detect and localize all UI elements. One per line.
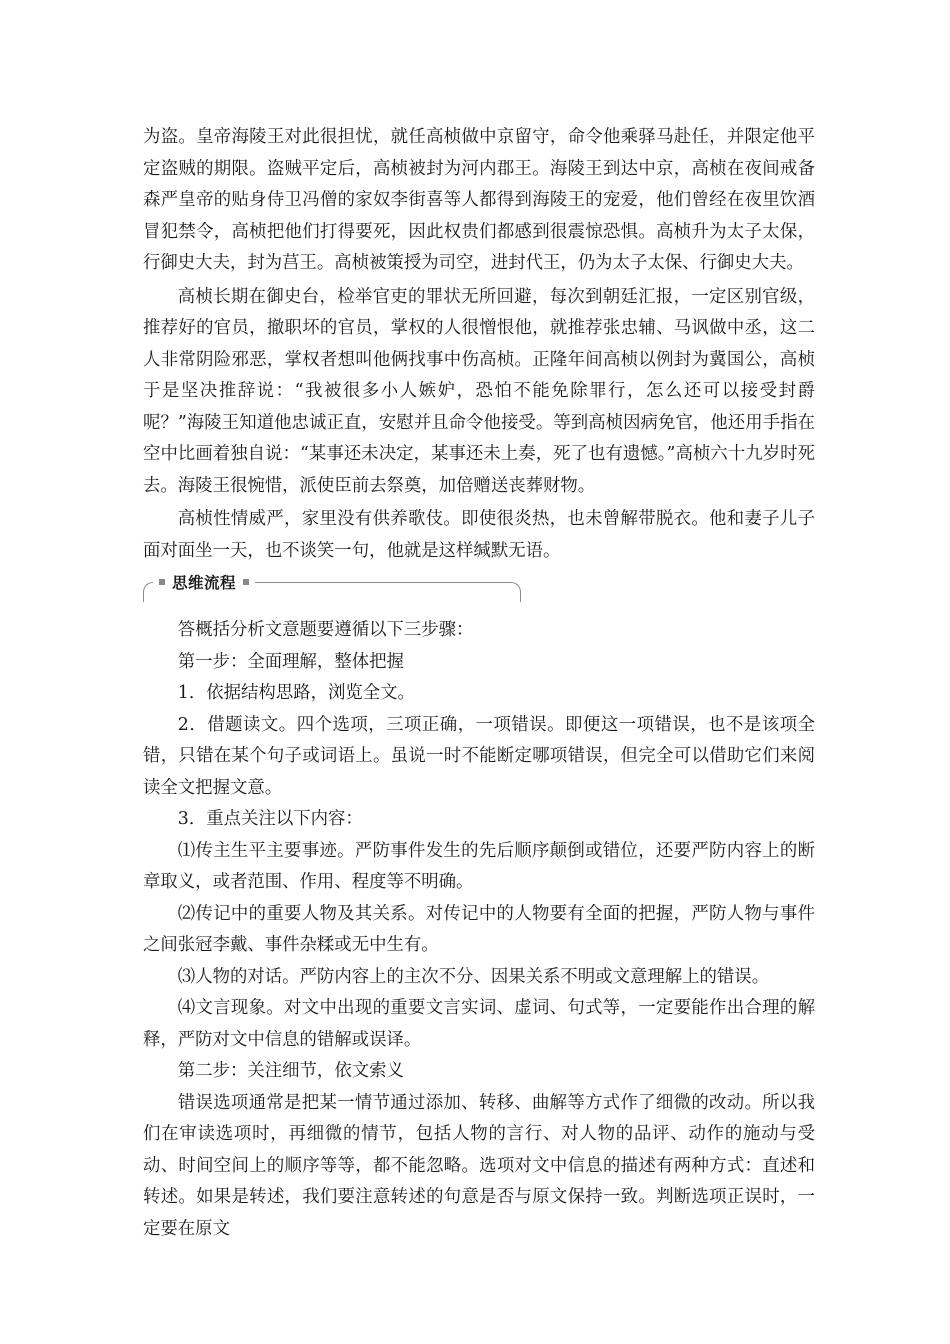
step1-item-3: 3．重点关注以下内容： (177, 809, 363, 829)
section-header-thinking-flow (143, 573, 815, 613)
paragraph-continuation: 为盗。皇帝海陵王对此很担忧，就任高桢做中京留守，命令他乘驿马赴任，并限定他平定盗贼的期限。盗贼平定后，高桢被封为河内郡王。海陵王到达中京，高桢在夜间戒备森严皇帝的贴身侍卫冯僧的家奴李街喜等人都得到海陵王的宠爱，他们曾经在夜里饮酒冒犯禁令，高桢把他们打得要死，因此权贵们都感到很震惊恐惧。高桢升为太子太保，行御史大夫，封为莒王。高桢被策授为司空，进封代王，仍为太子太保、行御史大夫。 (143, 127, 815, 273)
step2-body: 错误选项通常是把某一情节通过添加、转移、曲解等方式作了细微的改动。所以我们在审读选项时，再细微的情节，包括人物的言行、对人物的品评、动作的施动与受动、时间空间上的顺序等等，都不能忽略。选项对文中信息的描述有两种方式：直述和转述。如果是转述，我们要注意转述的句意是否与原文保持一致。判断选项正误时，一定要在原文 (143, 1092, 815, 1239)
step1-sub-1: ⑴传主生平主要事迹。严防事件发生的先后顺序颠倒或错位，还要严防内容上的断章取义，或者范围、作用、程度等不明确。 (143, 840, 815, 892)
square-bullet-icon (159, 579, 165, 585)
step1-item-1: 1．依据结构思路，浏览全文。 (177, 683, 415, 703)
step1-item-2: 2．借题读文。四个选项，三项正确，一项错误。即便这一项错误，也不是该项全错，只错在某个句子或词语上。虽说一时不能断定哪项错误，但完全可以借助它们来阅读全文把握文意。 (143, 714, 815, 798)
step1-sub-4: ⑷文言现象。对文中出现的重要文言实词、虚词、句式等，一定要能作出合理的解释，严防对文中信息的错解或误译。 (143, 998, 815, 1050)
steps-intro: 答概括分析文意题要遵循以下三步骤： (177, 620, 474, 640)
step1-sub-2: ⑵传记中的重要人物及其关系。对传记中的人物要有全面的把握，严防人物与事件之间张冠李戴、事件杂糅或无中生有。 (143, 903, 815, 955)
step1-title: 第一步：全面理解，整体把握 (177, 651, 404, 672)
paragraph-gaozhen-character: 高桢性情威严，家里没有供养歌伎。即使很炎热，也未曾解带脱衣。他和妻子儿子面对面坐一天，也不谈笑一句，他就是这样缄默无语。 (143, 509, 815, 561)
step1-sub-3: ⑶人物的对话。严防内容上的主次不分、因果关系不明或文意理解上的错误。 (177, 966, 770, 987)
section-title: 思维流程 (172, 574, 237, 592)
paragraph-gaozhen-censorate: 高桢长期在御史台，检举官吏的罪状无所回避，每次到朝廷汇报，一定区别官级，推荐好的官员，撤职坏的官员，掌权的人很憎恨他，就推荐张忠辅、马讽做中丞，这二人非常阴险邪恶，掌权者想叫他俩找事中伤高桢。正隆年间高桢以例封为冀国公，高桢于是坚决推辞说：“我被很多小人嫉妒，恐怕不能免除罪行，怎么还可以接受封爵呢？”海陵王知道他忠诚正直，安慰并且命令他接受。等到高桢因病免官，他还用手指在空中比画着独自说：“某事还未决定，某事还未上奏，死了也有遗憾。”高桢六十九岁时死去。海陵王很惋惜，派使臣前去祭奠，加倍赠送丧葬财物。 (143, 286, 815, 496)
document-body (143, 122, 815, 1245)
section-title-wrap (153, 572, 255, 592)
step2-title: 第二步：关注细节，依文索义 (177, 1061, 404, 1081)
square-bullet-icon (243, 579, 249, 585)
